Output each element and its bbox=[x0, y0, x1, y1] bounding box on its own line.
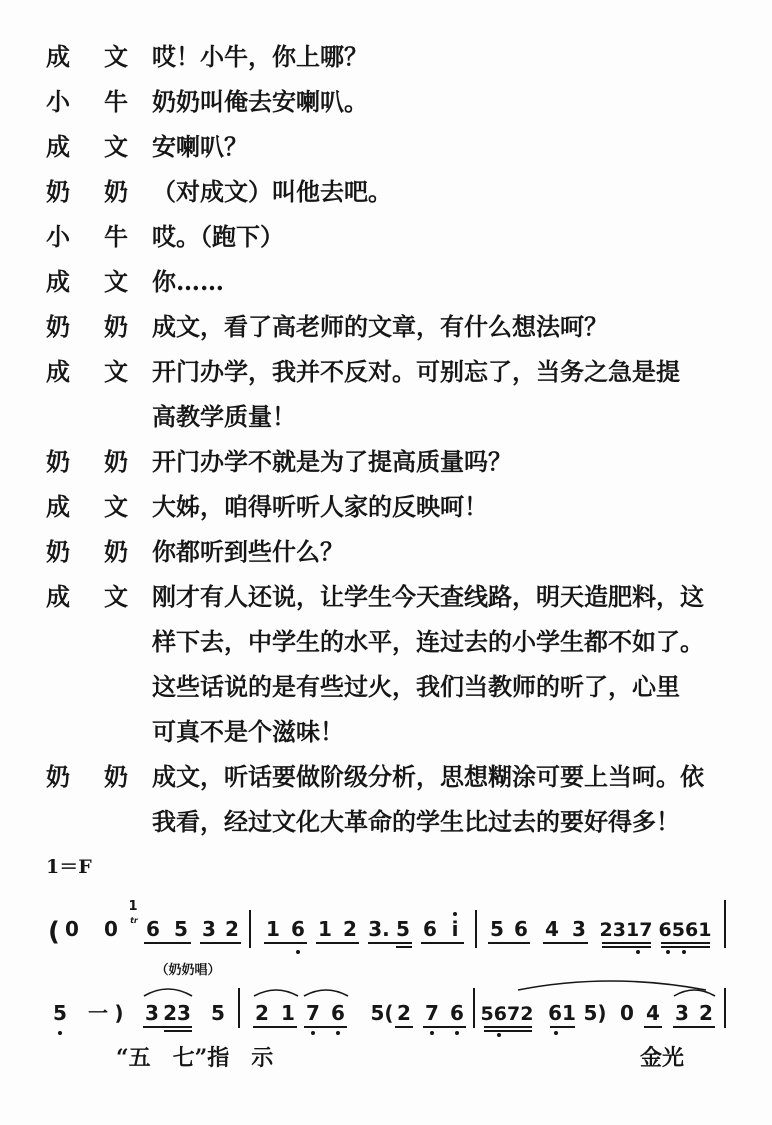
speaker-name: 奶 奶 bbox=[46, 762, 128, 791]
octave-dot bbox=[311, 1031, 315, 1035]
dialogue-line bbox=[0, 754, 772, 799]
speaker-name: 奶 奶 bbox=[46, 312, 128, 341]
octave-dot bbox=[666, 950, 670, 954]
note: 7 bbox=[425, 1001, 439, 1025]
note-group: 23 bbox=[163, 1001, 191, 1025]
dialogue-text: 刚才有人还说，让学生今天查线路，明天造肥料，这 bbox=[152, 582, 704, 611]
note-group: 2317 bbox=[599, 919, 653, 941]
octave-dot bbox=[554, 1031, 558, 1035]
dialogue-line bbox=[0, 79, 772, 124]
note: 2 bbox=[343, 917, 357, 941]
script-dialogue bbox=[0, 34, 772, 844]
speaker-name: 成 文 bbox=[46, 267, 128, 296]
octave-dot bbox=[497, 1033, 501, 1037]
key-signature: 1＝F bbox=[46, 856, 92, 878]
note: 2 bbox=[699, 1001, 713, 1025]
dialogue-text: 奶奶叫俺去安喇叭。 bbox=[152, 87, 368, 116]
slur bbox=[144, 989, 192, 996]
dialogue-line bbox=[0, 34, 772, 79]
note: 6 bbox=[423, 917, 437, 941]
dialogue-text: 可真不是个滋味！ bbox=[152, 717, 344, 746]
speaker-name: 小 牛 bbox=[46, 222, 128, 251]
speaker-name: 成 文 bbox=[46, 492, 128, 521]
note: 6 bbox=[291, 917, 305, 941]
note: 5 bbox=[396, 917, 410, 941]
note: 1 bbox=[318, 917, 332, 941]
dialogue-line-continued bbox=[0, 619, 772, 664]
note: 3. bbox=[368, 917, 390, 941]
dialogue-text: 样下去，中学生的水平，连过去的小学生都不如了。 bbox=[152, 627, 704, 656]
jianpu-score bbox=[0, 880, 772, 1044]
note: 1 bbox=[281, 1001, 295, 1025]
octave-dot bbox=[336, 1031, 340, 1035]
note: 5 bbox=[211, 1001, 225, 1025]
note: 2 bbox=[397, 1001, 411, 1025]
octave-dot bbox=[453, 912, 457, 916]
note: 7 bbox=[306, 1001, 320, 1025]
dialogue-line-continued bbox=[0, 664, 772, 709]
dialogue-text: 开门办学不就是为了提高质量吗？ bbox=[152, 447, 512, 476]
note: 5) bbox=[583, 1001, 607, 1025]
note-group: 6561 bbox=[658, 919, 712, 941]
slur bbox=[304, 990, 348, 996]
lyric-left: “五 七”指 示 bbox=[116, 1045, 274, 1071]
octave-dot bbox=[296, 950, 300, 954]
octave-dot bbox=[430, 1031, 434, 1035]
note: 4 bbox=[545, 917, 559, 941]
dialogue-text: 我看，经过文化大革命的学生比过去的要好得多！ bbox=[152, 807, 680, 836]
note: i bbox=[451, 917, 459, 941]
dialogue-line bbox=[0, 349, 772, 394]
note: 2 bbox=[225, 917, 239, 941]
note: 5 bbox=[174, 917, 188, 941]
note: 3 bbox=[202, 917, 216, 941]
slur bbox=[674, 990, 715, 996]
singer-marking: （奶奶唱） bbox=[155, 963, 221, 978]
note: 0 bbox=[104, 917, 118, 941]
note-group: 61 bbox=[548, 1001, 576, 1025]
octave-dot bbox=[58, 1031, 62, 1035]
dialogue-line-continued bbox=[0, 799, 772, 844]
slur bbox=[254, 990, 298, 996]
dialogue-text: 高教学质量！ bbox=[152, 402, 296, 431]
note: 5 bbox=[53, 1001, 67, 1025]
note: 4 bbox=[646, 1001, 660, 1025]
note: 6 bbox=[450, 1001, 464, 1025]
dialogue-text: 你都听到些什么？ bbox=[152, 537, 344, 566]
lyric-right: 金光 bbox=[640, 1045, 685, 1071]
dialogue-line bbox=[0, 259, 772, 304]
dialogue-line bbox=[0, 169, 772, 214]
speaker-name: 小 牛 bbox=[46, 87, 128, 116]
note: 2 bbox=[255, 1001, 269, 1025]
dialogue-text: 哎。（跑下） bbox=[152, 222, 284, 251]
dialogue-line-continued bbox=[0, 709, 772, 754]
dialogue-line bbox=[0, 124, 772, 169]
note: 5 bbox=[490, 917, 504, 941]
tie bbox=[518, 981, 706, 990]
dialogue-text: 开门办学，我并不反对。可别忘了，当务之急是提 bbox=[152, 357, 680, 386]
intro-open-paren: ( bbox=[48, 917, 60, 947]
dialogue-line bbox=[0, 529, 772, 574]
dialogue-text: 这些话说的是有些过火，我们当教师的听了，心里 bbox=[152, 672, 680, 701]
octave-dot bbox=[455, 1031, 459, 1035]
speaker-name: 成 文 bbox=[46, 132, 128, 161]
dialogue-line bbox=[0, 574, 772, 619]
dialogue-text: 安喇叭？ bbox=[152, 132, 248, 161]
note: 0 bbox=[65, 917, 79, 941]
dialogue-line bbox=[0, 214, 772, 259]
speaker-name: 成 文 bbox=[46, 42, 128, 71]
dash: 一 bbox=[88, 1001, 108, 1025]
dialogue-text: 成文，听话要做阶级分析，思想糊涂可要上当呵。依 bbox=[152, 762, 704, 791]
speaker-name: 奶 奶 bbox=[46, 447, 128, 476]
close-paren: ) bbox=[114, 1001, 124, 1025]
dialogue-line bbox=[0, 484, 772, 529]
dialogue-line-continued bbox=[0, 394, 772, 439]
speaker-name: 奶 奶 bbox=[46, 177, 128, 206]
note: 3 bbox=[145, 1001, 159, 1025]
speaker-name: 成 文 bbox=[46, 357, 128, 386]
note-group: 5672 bbox=[480, 1003, 534, 1025]
dialogue-text: 哎！小牛，你上哪？ bbox=[152, 42, 368, 71]
note: 3 bbox=[675, 1001, 689, 1025]
note: 6 bbox=[146, 917, 160, 941]
note: 3 bbox=[572, 917, 586, 941]
note: 1 bbox=[266, 917, 280, 941]
octave-dot bbox=[636, 950, 640, 954]
speaker-name: 成 文 bbox=[46, 582, 128, 611]
octave-dot bbox=[682, 950, 686, 954]
dialogue-text: （对成文）叫他去吧。 bbox=[152, 177, 392, 206]
dialogue-line bbox=[0, 439, 772, 484]
note: 0 bbox=[620, 1001, 634, 1025]
note: 6 bbox=[331, 1001, 345, 1025]
note: 5( bbox=[370, 1001, 394, 1025]
speaker-name: 奶 奶 bbox=[46, 537, 128, 566]
dialogue-text: 大姊，咱得听听人家的反映呵！ bbox=[152, 492, 488, 521]
grace-note: 1 bbox=[128, 899, 138, 914]
trill-mark: tr bbox=[130, 916, 138, 925]
dialogue-text: 你…… bbox=[152, 267, 224, 296]
dialogue-text: 成文，看了高老师的文章，有什么想法呵？ bbox=[152, 312, 608, 341]
note: 6 bbox=[514, 917, 528, 941]
dialogue-line bbox=[0, 304, 772, 349]
